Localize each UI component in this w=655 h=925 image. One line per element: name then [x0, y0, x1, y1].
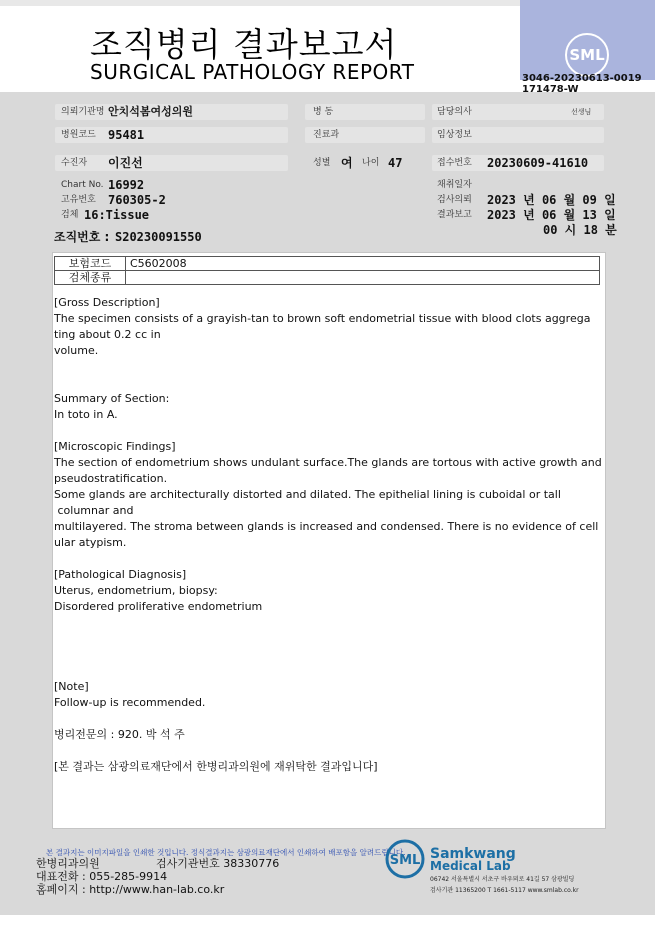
- report-body-line: 병리전문의 : 920. 박 석 주: [54, 728, 185, 741]
- tissue-no-value: S20230091550: [115, 230, 202, 244]
- specimen-type-label: 검체종류: [55, 271, 126, 285]
- insurance-code-label: 보험코드: [55, 257, 126, 271]
- clinical-info-label: 임상정보: [437, 130, 472, 140]
- chart-no-value: 16992: [108, 178, 145, 192]
- unique-no-label: 고유번호: [61, 195, 96, 205]
- report-time-value: 00 시 18 분: [543, 223, 617, 237]
- tissue-no-label: 조직번호 :: [54, 230, 110, 244]
- unique-no-value: 760305-2: [108, 193, 166, 207]
- report-body-line: [Gross Description]: [54, 296, 160, 309]
- report-body-line: pseudostratification.: [54, 472, 168, 485]
- report-id-line-2: 171478-W: [522, 84, 579, 95]
- department-label: 진료과: [313, 130, 340, 140]
- report-body-line: The section of endometrium shows undulant surface.The glands are tortous with active growth and: [54, 456, 602, 469]
- report-body-line: multilayered. The stroma between glands is increased and condensed. There is no evidence of cell: [54, 520, 599, 533]
- institution-value: 안치석봄여성의원: [108, 105, 194, 118]
- lab-address: 06742 서울특별시 서초구 바우뫼로 41길 57 삼광빌딩: [430, 876, 575, 883]
- report-body-line: Some glands are architecturally distorted and dilated. The epithelial lining is cuboidal or tall: [54, 488, 561, 501]
- request-date-value: 2023 년 06 월 09 일: [487, 193, 616, 207]
- report-body-line: ular atypism.: [54, 536, 127, 549]
- samkwang-logo-icon: [384, 838, 426, 880]
- report-body-line: [본 결과는 삼광의료재단에서 한병리과의원에 재위탁한 결과입니다]: [54, 760, 378, 773]
- report-body-line: [Note]: [54, 680, 89, 693]
- age-label: 나이: [362, 158, 380, 168]
- lab-name-line-2: Medical Lab: [430, 859, 511, 873]
- receipt-label: 접수번호: [437, 158, 472, 168]
- footer-homepage: 홈페이지 : http://www.han-lab.co.kr: [36, 883, 225, 896]
- report-body-line: ting about 0.2 cc in: [54, 328, 161, 341]
- report-date-label: 결과보고: [437, 210, 472, 220]
- specimen-label: 검체: [61, 210, 79, 220]
- report-body-line: The specimen consists of a grayish-tan to brown soft endometrial tissue with blood clots aggrega: [54, 312, 591, 325]
- report-body-line: In toto in A.: [54, 408, 118, 421]
- samkwang-logo-text: SML: [389, 853, 421, 868]
- recipient-label: 수진자: [61, 158, 88, 168]
- footer-agency-no: 검사기관번호 38330776: [156, 857, 280, 870]
- chart-no-label: Chart No.: [61, 180, 104, 190]
- doctor-suffix: 선생님: [571, 108, 592, 116]
- lab-contact: 검사기관 11365200 T 1661-5117 www.smlab.co.kr: [430, 887, 579, 894]
- collect-date-label: 채취일자: [437, 180, 472, 190]
- doctor-label: 담당의사: [437, 107, 472, 117]
- age-value: 47: [388, 156, 403, 170]
- footer-disclaimer: 본 결과지는 이미지파일을 인쇄한 것입니다. 정식결과지는 삼광의료재단에서 인쇄하여 배포함을 알려드립니다.: [46, 848, 406, 857]
- specimen-value: 16:Tissue: [84, 208, 150, 222]
- report-body-line: Disordered proliferative endometrium: [54, 600, 263, 613]
- report-body-line: Follow-up is recommended.: [54, 696, 206, 709]
- hospital-code-label: 병원코드: [61, 130, 96, 140]
- report-body-line: [Microscopic Findings]: [54, 440, 176, 453]
- recipient-field: [55, 155, 288, 171]
- receipt-value: 20230609-41610: [487, 156, 589, 170]
- report-body-line: Summary of Section:: [54, 392, 170, 405]
- report-title-korean: 조직병리 결과보고서: [90, 25, 398, 64]
- specimen-type-value: [126, 271, 600, 285]
- sml-logo-icon: SML: [565, 33, 609, 77]
- table-row: [55, 257, 600, 271]
- sex-value: 여: [341, 156, 353, 170]
- insurance-table: [54, 256, 600, 285]
- insurance-code-value: C5602008: [126, 257, 600, 271]
- recipient-value: 이진선: [108, 156, 143, 170]
- table-row: [55, 271, 600, 285]
- report-id-line-1: 3046-20230613-0019: [522, 73, 642, 84]
- hospital-code-value: 95481: [108, 128, 145, 142]
- sex-label: 성별: [313, 158, 331, 168]
- footer-clinic: 한병리과의원: [36, 857, 100, 870]
- report-title-english: SURGICAL PATHOLOGY REPORT: [90, 60, 415, 84]
- lab-name-line-1: Samkwang: [430, 846, 516, 862]
- report-date-value: 2023 년 06 월 13 일: [487, 208, 616, 222]
- institution-label: 의뢰기관명: [61, 107, 105, 117]
- report-body-line: [Pathological Diagnosis]: [54, 568, 187, 581]
- footer-phone: 대표전화 : 055-285-9914: [36, 870, 168, 883]
- report-body-line: columnar and: [54, 504, 134, 517]
- ward-label: 병 동: [313, 107, 334, 117]
- report-body-line: Uterus, endometrium, biopsy:: [54, 584, 218, 597]
- request-date-label: 검사의뢰: [437, 195, 472, 205]
- report-body-line: volume.: [54, 344, 99, 357]
